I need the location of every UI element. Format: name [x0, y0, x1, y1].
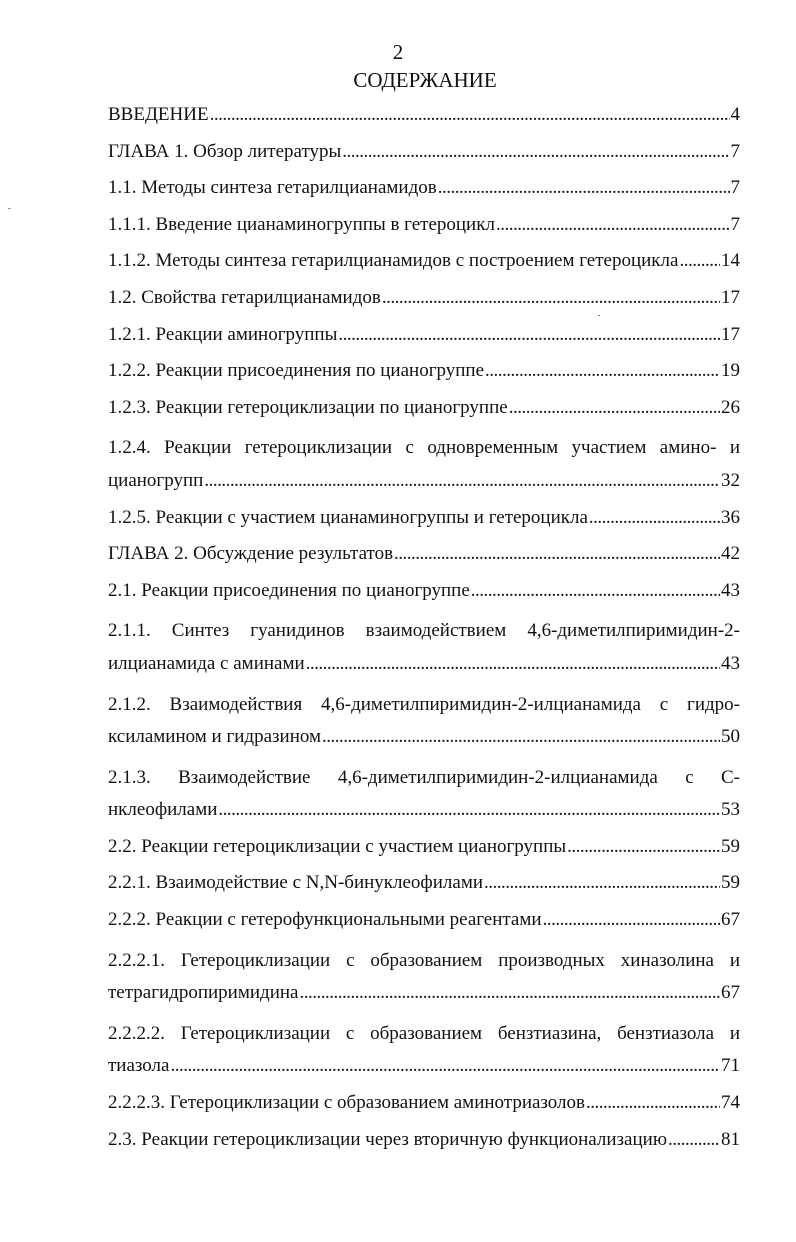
toc-entry-page: 7 — [730, 213, 740, 235]
toc-entry-page: 7 — [730, 140, 740, 162]
toc-entry[interactable] — [108, 177, 740, 214]
toc-entry-label: 2.1. Реакции присоединения по цианогруппе — [108, 579, 470, 601]
toc-entry-page: 32 — [721, 469, 740, 491]
toc-entry[interactable] — [108, 799, 740, 836]
toc-entry-page: 26 — [721, 396, 740, 418]
toc-entry[interactable] — [108, 726, 740, 763]
toc-entry-label: тетрагидропиримидина — [108, 982, 299, 1004]
toc-entry[interactable] — [108, 104, 740, 141]
toc-entry[interactable] — [108, 214, 740, 251]
toc-entry-label: ГЛАВА 1. Обзор литературы — [108, 140, 342, 162]
toc-entry[interactable] — [108, 470, 740, 507]
toc-entry-label: 1.1.2. Методы синтеза гетарилцианамидов с построением гетероцикла — [108, 250, 679, 272]
toc-entry-page: 42 — [721, 543, 740, 565]
toc-entry[interactable] — [108, 507, 740, 544]
toc-entry[interactable] — [108, 324, 740, 361]
toc-entry[interactable] — [108, 872, 740, 909]
dot-leader — [204, 470, 720, 492]
toc-entry-label: 1.1.1. Введение цианаминогруппы в гетероцикл — [108, 213, 495, 235]
toc-entry-label: 1.1. Методы синтеза гетарилцианамидов — [108, 177, 437, 199]
dot-leader — [382, 287, 720, 309]
toc-entry-line: 2.2.2.2. Гетероциклизации с образованием бензтиазина, бензтиазола и — [108, 1022, 740, 1044]
dot-leader — [543, 909, 720, 931]
toc-entry-page: 50 — [721, 726, 740, 748]
page-title: СОДЕРЖАНИЕ — [353, 68, 497, 92]
toc-entry-page: 67 — [721, 909, 740, 931]
dot-leader — [170, 1055, 720, 1077]
toc-entry-page: 74 — [721, 1092, 740, 1114]
page-number: 2 — [392, 40, 404, 64]
dot-leader — [299, 982, 720, 1004]
dot-leader — [471, 580, 720, 602]
toc-entry-page: 43 — [721, 652, 740, 674]
toc-entry-label: цианогрупп — [108, 469, 204, 491]
toc-entry[interactable] — [108, 397, 740, 434]
toc-entry-label: 2.3. Реакции гетероциклизации через вторичную функционализацию — [108, 1128, 668, 1150]
toc-entry-label: ксиламином и гидразином — [108, 726, 322, 748]
scan-mark — [8, 208, 11, 209]
toc-entry-page: 59 — [721, 835, 740, 857]
toc-entry-page: 7 — [730, 177, 740, 199]
dot-leader — [484, 872, 720, 894]
toc-entry[interactable] — [108, 653, 740, 690]
toc-entry-label: 1.2.2. Реакции присоединения по цианогруппе — [108, 360, 485, 382]
toc-entry-label: 2.2.1. Взаимодействие с N,N-бинуклеофилами — [108, 872, 484, 894]
toc-entry-page: 67 — [721, 982, 740, 1004]
toc-entry[interactable] — [108, 360, 740, 397]
table-of-contents — [108, 104, 740, 1165]
dot-leader — [679, 250, 720, 272]
toc-entry[interactable] — [108, 1129, 740, 1166]
toc-entry-page: 14 — [721, 250, 740, 272]
toc-entry[interactable] — [108, 250, 740, 287]
toc-entry-page: 17 — [721, 323, 740, 345]
dot-leader — [496, 214, 730, 236]
toc-entry[interactable] — [108, 543, 740, 580]
dot-leader — [485, 360, 720, 382]
toc-entry-page: 4 — [730, 104, 740, 125]
dot-leader — [567, 836, 720, 858]
toc-entry-line: 2.1.1. Синтез гуанидинов взаимодействием 4,6-диметилпиримидин-2- — [108, 620, 740, 642]
toc-entry-page: 81 — [721, 1128, 740, 1150]
dot-leader — [338, 324, 720, 346]
toc-entry[interactable] — [108, 909, 740, 946]
toc-entry-label: 1.2.5. Реакции с участием цианаминогруппы и гетероцикла — [108, 506, 588, 528]
toc-entry-label: 2.2. Реакции гетероциклизации с участием цианогруппы — [108, 835, 567, 857]
toc-entry-label: ВВЕДЕНИЕ — [108, 104, 209, 125]
toc-entry[interactable] — [108, 1055, 740, 1092]
toc-entry-label: илцианамида с аминами — [108, 652, 305, 674]
dot-leader — [218, 799, 720, 821]
toc-entry-label: 2.2.2.3. Гетероциклизации с образованием аминотриазолов — [108, 1092, 586, 1114]
toc-entry-page: 59 — [721, 872, 740, 894]
toc-entry-page: 71 — [721, 1055, 740, 1077]
dot-leader — [586, 1092, 720, 1114]
toc-entry-line: 2.1.2. Взаимодействия 4,6-диметилпиримидин-2-илцианамида с гидро- — [108, 693, 740, 715]
dot-leader — [322, 726, 720, 748]
toc-entry-page: 19 — [721, 360, 740, 382]
dot-leader — [438, 177, 730, 199]
dot-leader — [306, 653, 720, 675]
toc-entry-label: 2.2.2. Реакции с гетерофункциональными реагентами — [108, 909, 542, 931]
dot-leader — [509, 397, 720, 419]
dot-leader — [394, 543, 720, 565]
toc-entry-label: 1.2.1. Реакции аминогруппы — [108, 323, 338, 345]
toc-entry[interactable] — [108, 836, 740, 873]
toc-entry-line: 1.2.4. Реакции гетероциклизации с одновременным участием амино- и — [108, 437, 740, 459]
toc-entry[interactable] — [108, 141, 740, 178]
toc-entry-page: 36 — [721, 506, 740, 528]
toc-entry-page: 53 — [721, 799, 740, 821]
toc-entry-label: 1.2.3. Реакции гетероциклизации по цианогруппе — [108, 396, 508, 418]
toc-entry[interactable] — [108, 580, 740, 617]
toc-entry[interactable] — [108, 287, 740, 324]
toc-entry-line: 2.2.2.1. Гетероциклизации с образованием производных хиназолина и — [108, 949, 740, 971]
dot-leader — [668, 1129, 720, 1151]
toc-entry-label: 1.2. Свойства гетарилцианамидов — [108, 286, 381, 308]
dot-leader — [342, 141, 729, 163]
toc-entry-label: ГЛАВА 2. Обсуждение результатов — [108, 543, 394, 565]
toc-entry-label: нклеофилами — [108, 799, 218, 821]
dot-leader — [210, 104, 730, 126]
toc-entry[interactable] — [108, 1092, 740, 1129]
toc-entry-page: 17 — [721, 286, 740, 308]
toc-entry-page: 43 — [721, 579, 740, 601]
dot-leader — [589, 507, 720, 529]
toc-entry-line: 2.1.3. Взаимодействие 4,6-диметилпиримидин-2-илцианамида с С- — [108, 766, 740, 788]
toc-entry[interactable] — [108, 982, 740, 1019]
toc-entry-label: тиазола — [108, 1055, 170, 1077]
